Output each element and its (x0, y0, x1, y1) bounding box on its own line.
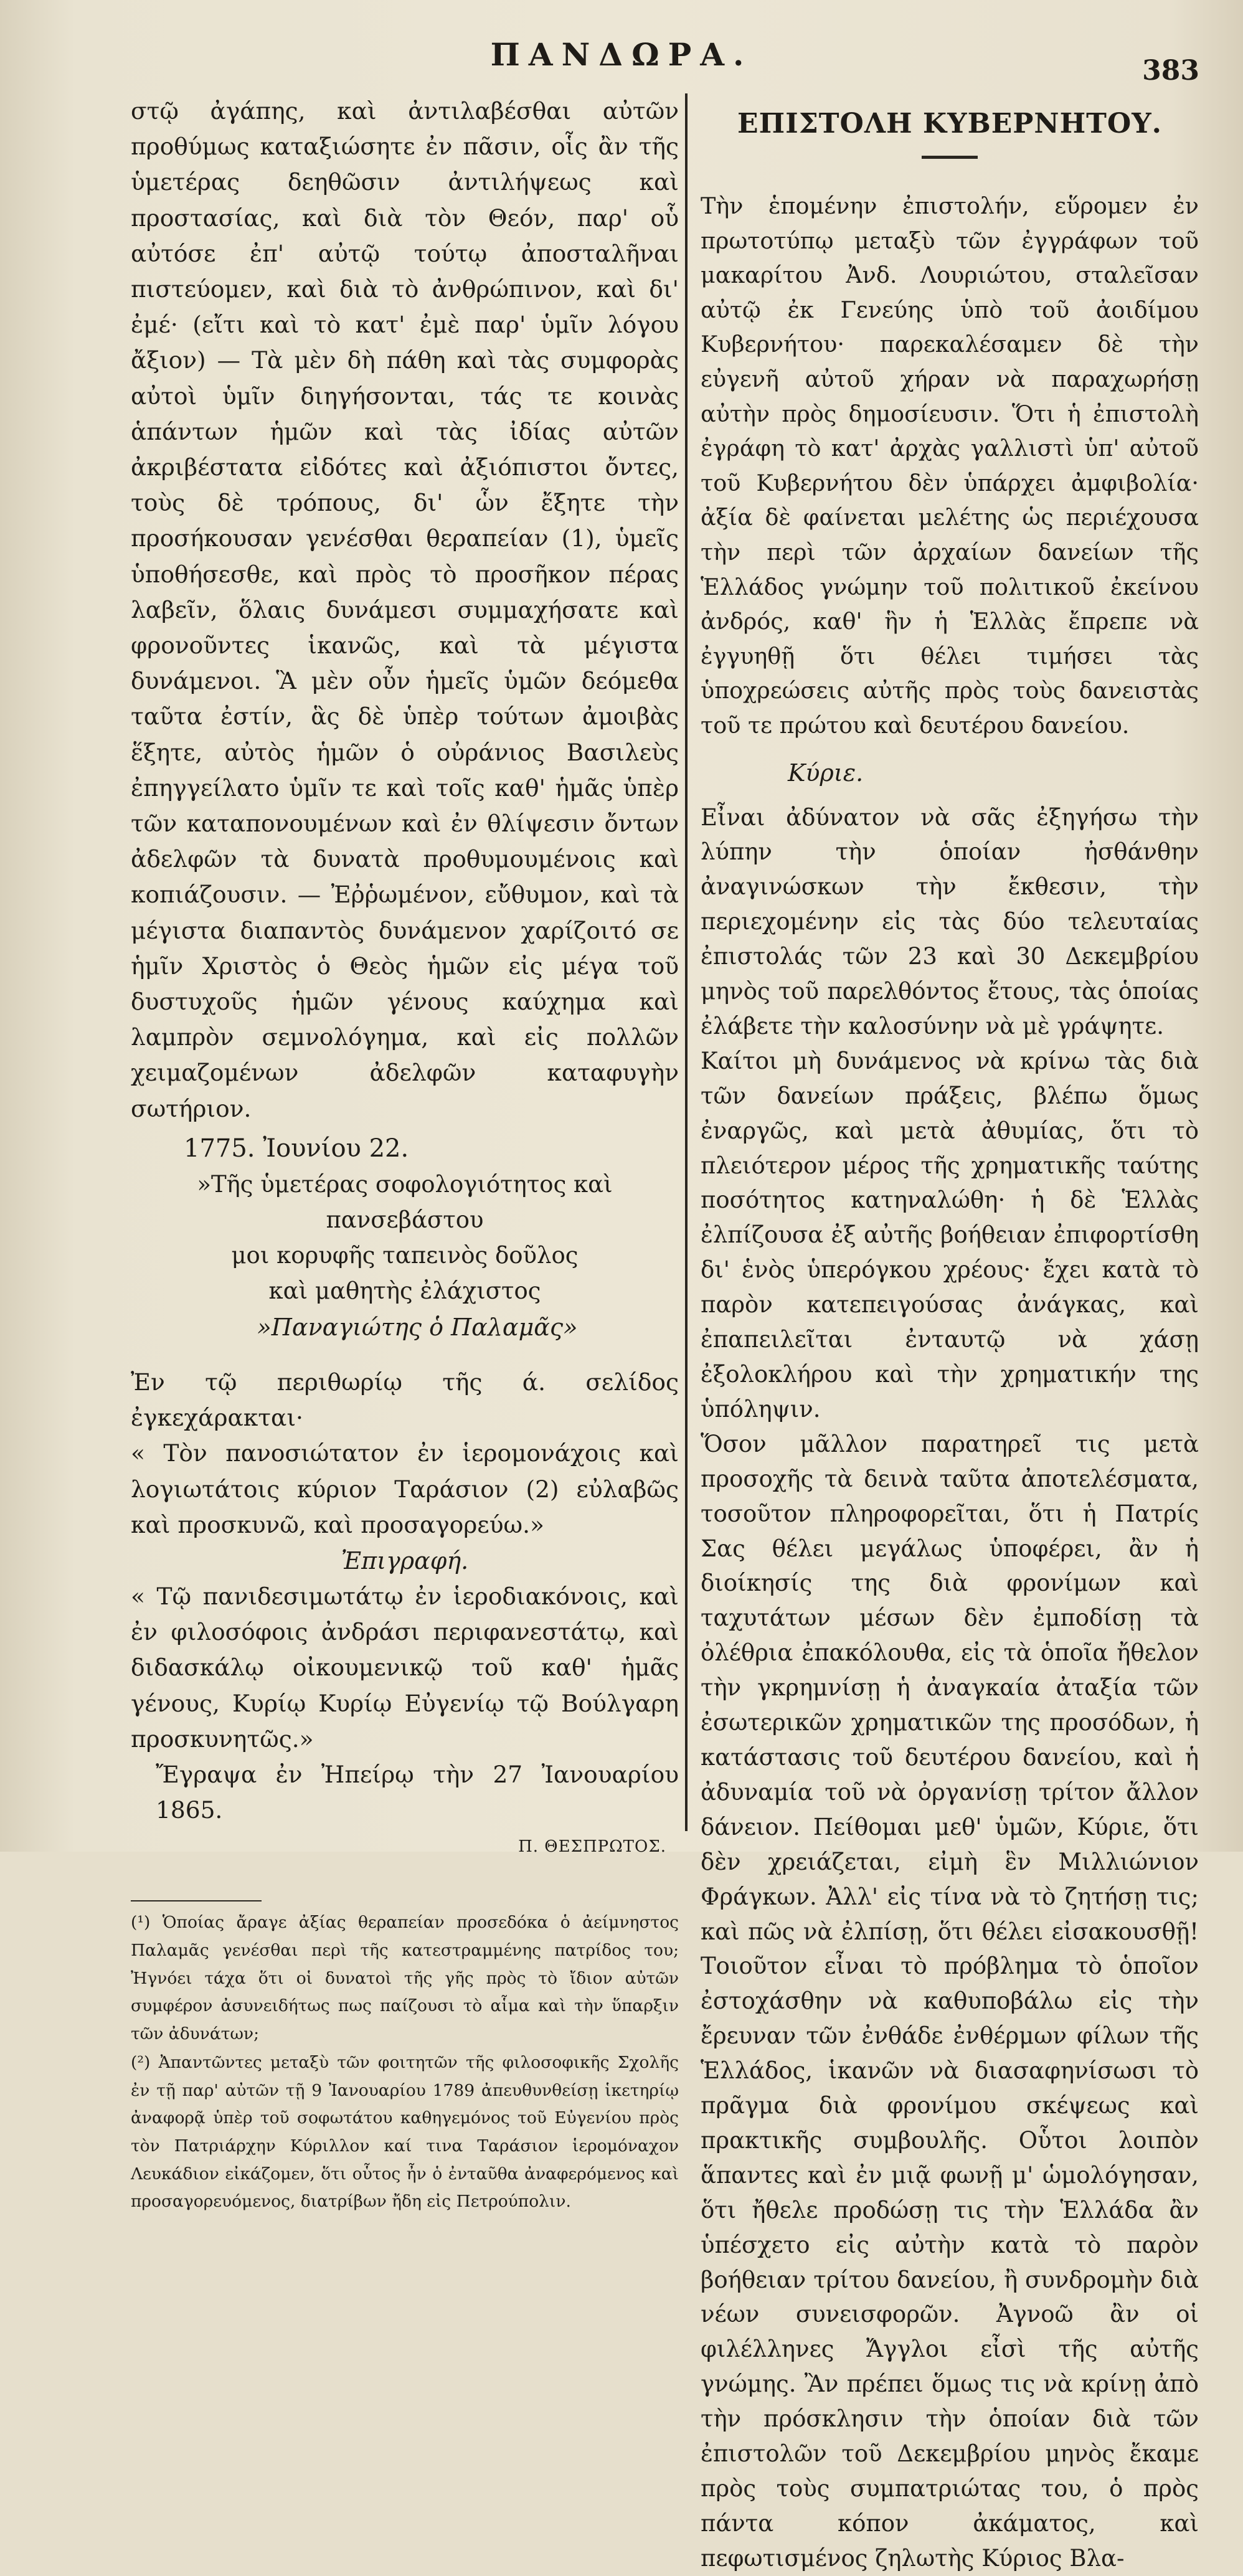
letter-closing: »Τῆς ὑμετέρας σοφολογιότητος καὶ πανσεβάστου μοι κορυφῆς ταπεινὸς δοῦλος καὶ μαθητὴς ἐλάχιστος (197, 1170, 613, 1304)
footnote: (²) Ἀπαντῶντες μεταξὺ τῶν φοιτητῶν τῆς φιλοσοφικῆς Σχολῆς ἐν τῇ παρ' αὐτῶν τῇ 9 Ἰανουαρίου 1789 ἀπευθυνθείσῃ ἱκετηρίῳ ἀναφορᾷ ὑπὲρ τοῦ σοφωτάτου καθηγεμόνος τοῦ Εὐγενίου πρὸς τὸν Πατριάρχην Κύριλλον καί τινα Ταράσιον ἱερομόναχον Λευκάδιον εἰκάζομεν, ὅτι οὗτος ἦν ὁ ἐνταῦθα ἀναφερόμενος καὶ προσαγορευόμενος, διατρίβων ἤδη εἰς Πετρούπολιν. (131, 2053, 679, 2212)
addressee-text: « Τὸν πανοσιώτατον ἐν ἱερομονάχοις καὶ λογιωτάτοις κύριον Ταράσιον (2) εὐλαβῶς καὶ προσκυνῶ, καὶ προσαγορεύω.» (131, 1439, 679, 1538)
sign-date: Ἔγραψα ἐν Ἠπείρῳ τὴν 27 Ἰανουαρίου 1865. (156, 1760, 679, 1824)
footnote: (¹) Ὁποίας ἄραγε ἀξίας θεραπείαν προσεδόκα ὁ ἀείμνηστος Παλαμᾶς γενέσθαι περὶ τῆς κατεστραμμένης πατρίδος του; Ἠγνόει τάχα ὅτι οἱ δυνατοὶ τῆς γῆς πρὸς τὸ ἴδιον αὐτῶν συμφέρον ἀσυνειδήτως πως παίζουσι τὸ αἷμα καὶ τὴν ὕπαρξιν τῶν ἀδυνάτων; (131, 1913, 679, 2043)
article-body-text: Εἶναι ἀδύνατον νὰ σᾶς ἐξηγήσω τὴν λύπην τὴν ὁποίαν ἠσθάνθην ἀναγινώσκων τὴν ἔκθεσιν, τὴν περιεχομένην εἰς τὰς δύο τελευταίας ἐπιστολάς τῶν 23 καὶ 30 Δεκεμβρίου μηνὸς τοῦ παρελθόντος ἔτους, τὰς ὁποίας ἐλάβετε τὴν καλοσύνην νὰ μὲ γράψητε. Καίτοι μὴ δυνάμενος νὰ κρίνω τὰς διὰ τῶν δανείων πράξεις, βλέπω ὅμως ἐναργῶς, καὶ μετὰ ἀθυμίας, ὅτι τὸ πλειότερον μέρος τῆς χρηματικῆς ταύτης ποσότητος κατηναλώθη· ἡ δὲ Ἑλλὰς ἐλπίζουσα ἐξ αὐτῆς βοήθειαν ἐπιφορτίσθη δι' ἑνὸς ὑπερόγκου χρέους· ἔχει κατὰ τὸ παρὸν κατεπειγούσας ἀνάγκας, καὶ ἐπαπειλεῖται ἐνταυτῷ νὰ χάσῃ ἐξολοκλήρου καὶ τὴν χρηματικήν της ὑπόληψιν. Ὅσον μᾶλλον παρατηρεῖ τις μετὰ προσοχῆς τὰ δεινὰ ταῦτα ἀποτελέσματα, τοσοῦτον πληροφορεῖται, ὅτι ἡ Πατρίς Σας θέλει μεγάλως ὑποφέρει, ἂν ἡ διοίκησίς της διὰ φρονίμων καὶ ταχυτάτων μέσων δὲν ἐμποδίσῃ τὰ ὀλέθρια ἐπακόλουθα, εἰς τὰ ὁποῖα ἤθελον τὴν γκρημνίσῃ ἡ ἀναγκαία ἀταξία τῶν ἐσωτερικῶν χρηματικῶν της προσόδων, ἡ κατάστασις τοῦ δευτέρου δανείου, καὶ ἡ ἀδυναμία τοῦ νὰ ὀργανίσῃ τρίτον ἄλλον δάνειον. Πείθομαι μεθ' ὑμῶν, Κύριε, ὅτι δὲν χρειάζεται, εἰμὴ ἓν Μιλλιώνιον Φράγκων. Ἀλλ' εἰς τίνα νὰ τὸ ζητήσῃ τις; καὶ πῶς νὰ ἐλπίσῃ, ὅτι θέλει εἰσακουσθῇ! Τοιοῦτον εἶναι τὸ πρόβλημα τὸ ὁποῖον ἐστοχάσθην νὰ καθυποβάλω εἰς τὴν ἔρευναν τῶν ἐνθάδε ἐνθέρμων φίλων τῆς Ἑλλάδος, ἱκανῶν νὰ διασαφηνίσωσι τὸ πρᾶγμα διὰ φρονίμου σκέψεως καὶ πρακτικῆς συμβουλῆς. Οὗτοι λοιπὸν ἅπαντες καὶ ἐν μιᾷ φωνῇ μ' ὡμολόγησαν, ὅτι ἤθελε προδώσῃ τις τὴν Ἑλλάδα ἂν ὑπέσχετο εἰς αὐτὴν κατὰ τὸ παρὸν βοήθειαν τρίτου δανείου, ἢ συνδρομὴν διὰ νέων συνεισφορῶν. Ἀγνοῶ ἂν οἱ φιλέλληνες Ἄγγλοι εἶσὶ τῆς αὐτῆς γνώμης. Ἂν πρέπει ὅμως τις νὰ κρίνῃ ἀπὸ τὴν πρόσκλησιν τὴν ὁποίαν διὰ τῶν ἐπιστολῶν τοῦ Δεκεμβρίου μηνὸς ἔκαμε πρὸς τοὺς συμπατριώτας του, ὁ πρὸς πάντα κόπον ἀκάματος, καὶ πεφωτισμένος ζηλωτὴς Κύριος Βλα- (701, 803, 1199, 2572)
letter-date: 1775. Ἰουνίου 22. (184, 1134, 409, 1163)
author-name: Π. ΘΕΣΠΡΩΤΟΣ. (518, 1837, 666, 1857)
epigraph-text: « Τῷ πανιδεσιμωτάτῳ ἐν ἱεροδιακόνοις, καὶ ἐν φιλοσόφοις ἀνδράσι περιφανεστάτῳ, καὶ διδασκάλῳ οἰκουμενικῷ τοῦ καθ' ἡμᾶς γένους, Κυρίῳ Κυρίῳ Εὐγενίῳ τῷ Βούλγαρη προσκυνητῶς.» (131, 1582, 679, 1753)
letter-signature: »Παναγιώτης ὁ Παλαμᾶς» (257, 1313, 578, 1341)
page-number: 383 (1142, 55, 1199, 87)
epigraph-heading: Ἐπιγραφή. (341, 1546, 469, 1574)
article-intro: Τὴν ἑπομένην ἐπιστολήν, εὕρομεν ἐν πρωτοτύπῳ μεταξὺ τῶν ἐγγράφων τοῦ μακαρίτου Ἀνδ. Λουριώτου, σταλεῖσαν αὐτῷ ἐκ Γενεύης ὑπὸ τοῦ ἀοιδίμου Κυβερνήτου· παρεκαλέσαμεν δὲ τὴν εὐγενῆ αὐτοῦ χήραν νὰ παραχωρήσῃ αὐτὴν πρὸς δημοσίευσιν. Ὅτι ἡ ἐπιστολὴ ἐγράφη τὸ κατ' ἀρχὰς γαλλιστὶ ὑπ' αὐτοῦ τοῦ Κυβερνήτου δὲν ὑπάρχει ἀμφιβολία· ἀξία δὲ φαίνεται μελέτης ὡς περιέχουσα τὴν περὶ τῶν ἀρχαίων δανείων τῆς Ἑλλάδος γνώμην τοῦ πολιτικοῦ ἐκείνου ἀνδρός, καθ' ἣν ἡ Ἑλλὰς ἔπρεπε νὰ ἐγγυηθῇ ὅτι θέλει τιμήσει τὰς ὑποχρεώσεις αὐτῆς πρὸς τοὺς δανειστὰς τοῦ τε πρώτου καὶ δευτέρου δανείου. (701, 192, 1199, 739)
left-column (131, 93, 679, 2217)
right-column (701, 93, 1199, 2576)
letter-body-text: στῷ ἀγάπης, καὶ ἀντιλαβέσθαι αὐτῶν προθύμως καταξιώσητε ἐν πᾶσιν, οἷς ἂν τῆς ὑμετέρας δεηθῶσιν ἀντιλήψεως καὶ προστασίας, καὶ διὰ τὸν Θεόν, παρ' οὗ αὐτόσε ἐπ' αὐτῷ τούτῳ ἀποσταλῆναι πιστεύομεν, καὶ διὰ τὸ ἀνθρώπινον, καὶ δι' ἐμέ· (εἴτι καὶ τὸ κατ' ἐμὲ παρ' ὑμῖν λόγου ἄξιον) — Τὰ μὲν δὴ πάθη καὶ τὰς συμφορὰς αὐτοὶ ὑμῖν διηγήσονται, τάς τε κοινὰς ἁπάντων ἡμῶν καὶ τὰς ἰδίας αὐτῶν ἀκριβέστατα εἰδότες καὶ ἀξιόπιστοι ὄντες, τοὺς δὲ τρόπους, δι' ὧν ἔξητε τὴν προσήκουσαν γενέσθαι θεραπείαν (1), ὑμεῖς ὑποθήσεσθε, καὶ πρὸς τὸ προσῆκον πέρας λαβεῖν, ὅλαις δυνάμεσι συμμαχήσατε καὶ φρονοῦντες ἱκανῶς, καὶ τὰ μέγιστα δυνάμενοι. Ἃ μὲν οὖν ἡμεῖς ὑμῶν δεόμεθα ταῦτα ἐστίν, ἃς δὲ ὑπὲρ τούτων ἀμοιβὰς ἕξητε, αὐτὸς ἡμῶν ὁ οὐράνιος Βασιλεὺς ἐπηγγείλατο ὑμῖν τε καὶ τοῖς καθ' ἡμᾶς ὑπὲρ τῶν καταπονουμένων καὶ ἐν θλίψεσιν ὄντων ἀδελφῶν τὰ δυνατὰ προθυμουμένοις καὶ κοπιάζουσιν. — Ἐῤῥωμένον, εὔθυμον, καὶ τὰ μέγιστα διαπαντὸς δυνάμενον χαρίζοιτό σε ἡμῖν Χριστὸς ὁ Θεὸς ἡμῶν εἰς μέγα τοῦ δυστυχοῦς ἡμῶν γένους καύχημα καὶ λαμπρὸν σεμνολόγημα, καὶ εἰς πολλῶν χειμαζομένων ἀδελφῶν καταφυγὴν σωτήριον. (131, 97, 679, 1122)
salutation: Κύριε. (788, 759, 864, 787)
periodical-title: ΠΑΝΔΩΡΑ. (490, 36, 753, 73)
footnote-divider (131, 1900, 262, 1901)
column-divider (685, 93, 688, 1831)
margin-note: Ἐν τῷ περιθωρίῳ τῆς ά. σελίδος ἐγκεχάρακται· (131, 1368, 679, 1432)
article-title: ΕΠΙΣΤΟΛΗ ΚΥΒΕΡΝΗΤΟΥ. (737, 108, 1162, 140)
